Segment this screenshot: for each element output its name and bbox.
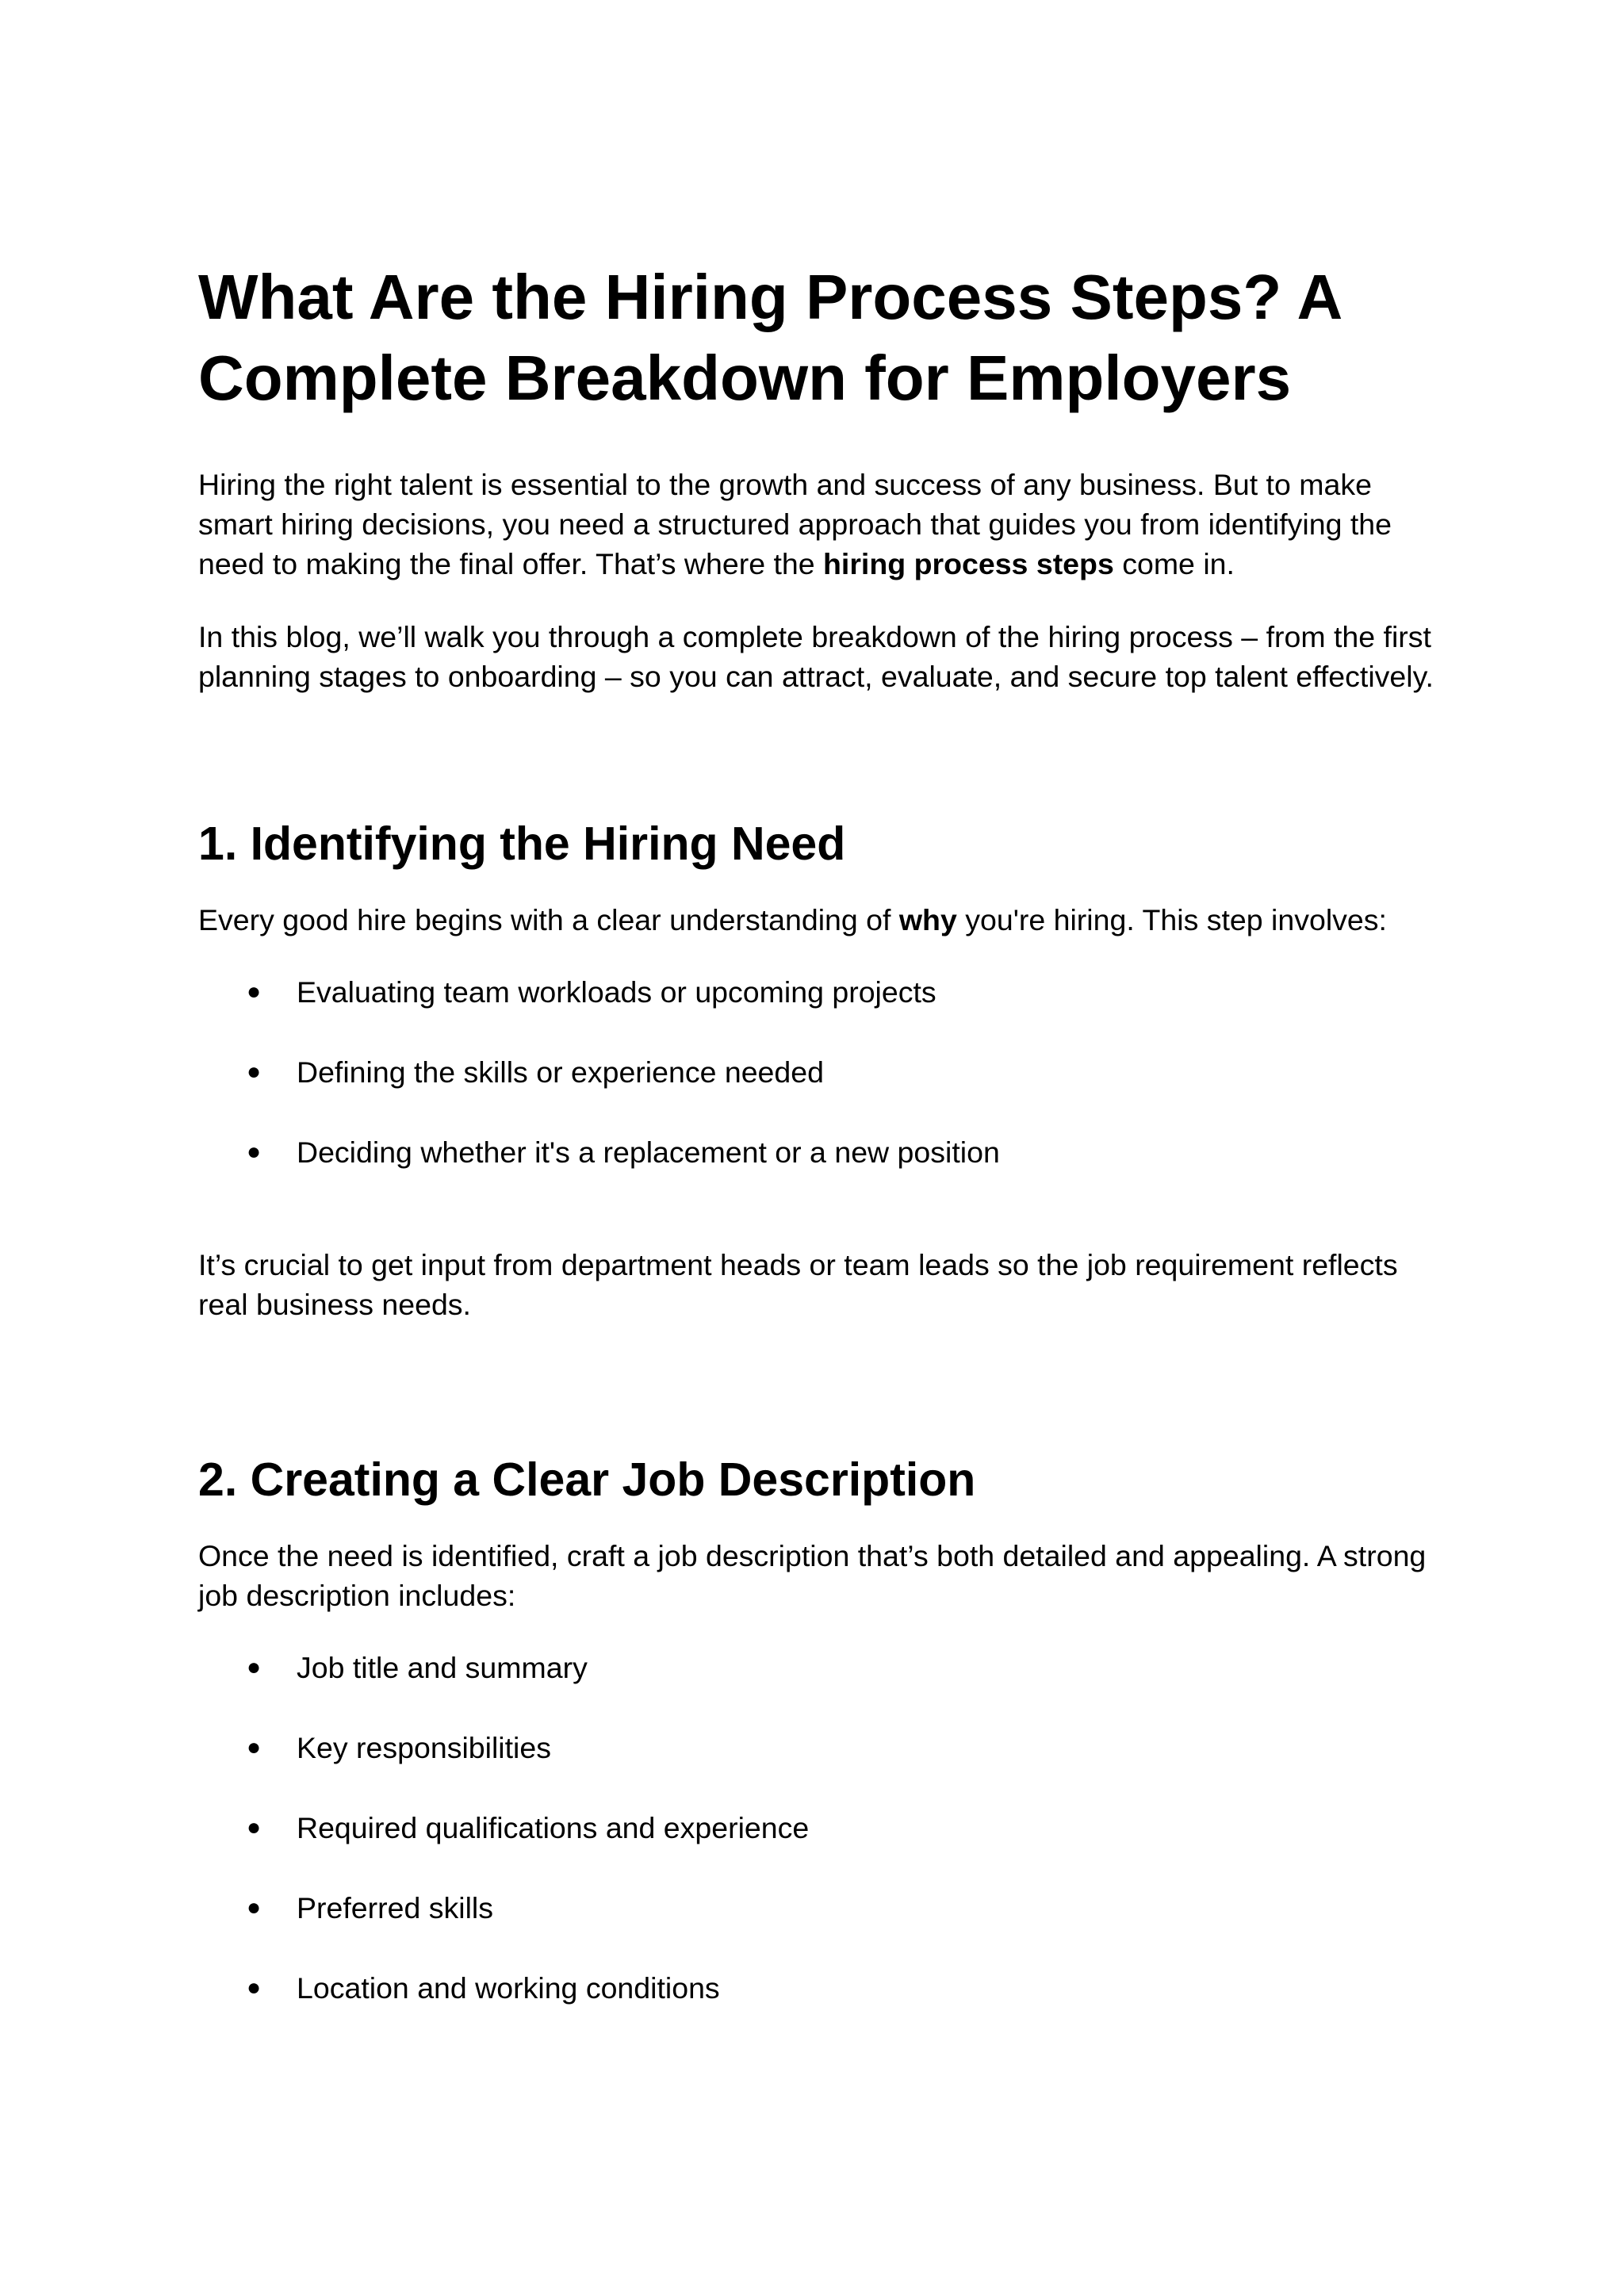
bullet-icon: ● xyxy=(247,1734,262,1760)
list-item-text: Required qualifications and experience xyxy=(297,1811,810,1844)
list-item xyxy=(198,972,1435,1012)
bullet-icon: ● xyxy=(247,978,262,1005)
list-item xyxy=(198,1968,1435,2008)
list-item xyxy=(198,1888,1435,1928)
section1-lead xyxy=(198,900,1435,940)
section1-lead-text: Every good hire begins with a clear understanding of xyxy=(198,903,899,936)
bullet-icon: ● xyxy=(247,1654,262,1680)
list-item xyxy=(198,1648,1435,1687)
intro-bold-text: hiring process steps xyxy=(823,547,1114,580)
section-heading-1: 1. Identifying the Hiring Need xyxy=(198,818,846,870)
bullet-icon: ● xyxy=(247,1139,262,1165)
section1-closing: It’s crucial to get input from department heads or team leads so the job requirement reflects real business needs. xyxy=(198,1248,1398,1321)
list-item xyxy=(198,1728,1435,1767)
section1-lead-bold: why xyxy=(898,903,957,936)
bullet-icon: ● xyxy=(247,1814,262,1840)
list-item-text: Location and working conditions xyxy=(297,1971,720,2005)
bullet-icon: ● xyxy=(247,1059,262,1085)
list-item xyxy=(198,1132,1435,1172)
section1-lead-text-end: you're hiring. This step involves: xyxy=(956,903,1387,936)
intro-text-end: come in. xyxy=(1113,547,1235,580)
page-title: What Are the Hiring Process Steps? A Complete Breakdown for Employers xyxy=(198,262,1341,413)
intro-text: Hiring the right talent is essential to the growth and success of any business. But to make smart hiring decisions, you need a structured approach that guides you from identifying the need to making the final offer. That’s where the xyxy=(198,468,1392,580)
list-item xyxy=(198,1052,1435,1092)
bullet-icon: ● xyxy=(247,1974,262,2001)
section1-list xyxy=(198,972,1435,1172)
section2-list xyxy=(198,1648,1435,2008)
list-item-text: Defining the skills or experience needed xyxy=(297,1055,824,1089)
list-item-text: Job title and summary xyxy=(297,1651,588,1684)
list-item xyxy=(198,1808,1435,1848)
document-content xyxy=(198,257,1435,2008)
section2-lead: Once the need is identified, craft a job description that’s both detailed and appealing. A strong job description includes: xyxy=(198,1539,1427,1612)
intro-paragraph-2: In this blog, we’ll walk you through a complete breakdown of the hiring process – from the first planning stages to onboarding – so you can attract, evaluate, and secure top talent effectively. xyxy=(198,620,1434,693)
bullet-icon: ● xyxy=(247,1894,262,1921)
intro-paragraph-1 xyxy=(198,465,1435,584)
list-item-text: Key responsibilities xyxy=(297,1731,551,1764)
list-item-text: Deciding whether it's a replacement or a new position xyxy=(297,1136,1000,1169)
list-item-text: Preferred skills xyxy=(297,1891,493,1924)
section-heading-2: 2. Creating a Clear Job Description xyxy=(198,1453,976,1506)
list-item-text: Evaluating team workloads or upcoming projects xyxy=(297,975,936,1009)
